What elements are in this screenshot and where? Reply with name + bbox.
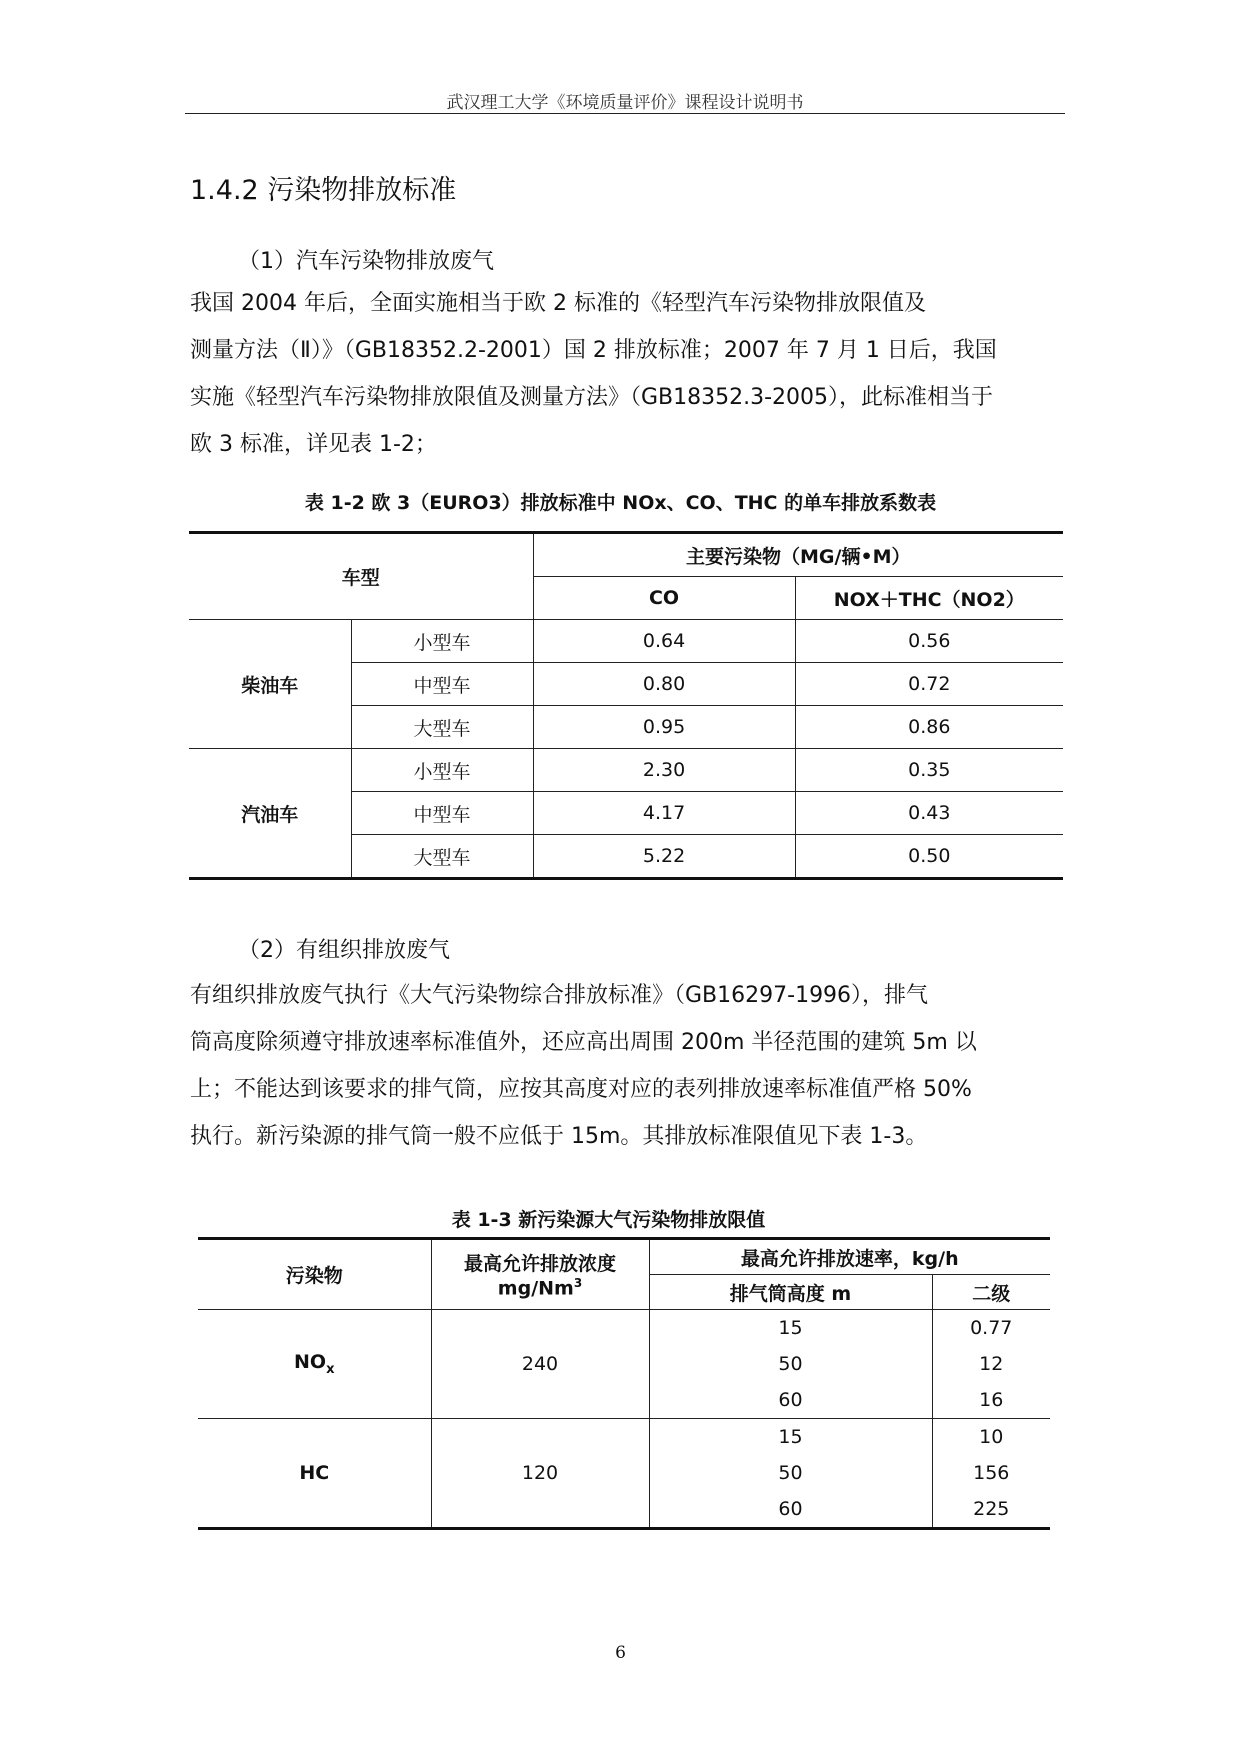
table-header-row [198, 1239, 1050, 1275]
nox-value: 0.86 [795, 706, 1063, 749]
pollutant-name [198, 1419, 431, 1529]
stack-height-value: 60 [649, 1491, 932, 1529]
paragraph-2 [190, 972, 1062, 1160]
rate-value: 156 [932, 1455, 1050, 1491]
concentration-value: 240 [431, 1310, 649, 1419]
header-rule [185, 113, 1065, 114]
header-nox-thc: NOX＋THC（NO2） [795, 577, 1063, 620]
stack-height-value: 50 [649, 1455, 932, 1491]
concentration-value: 120 [431, 1419, 649, 1529]
subsection-heading-2: （2）有组织排放废气 [238, 938, 450, 963]
nox-value: 0.35 [795, 749, 1063, 792]
table-row [189, 620, 1063, 663]
header-level-2: 二级 [932, 1275, 1050, 1310]
stack-height-value: 15 [649, 1419, 932, 1456]
header-conc-unit-sup: 3 [573, 1276, 583, 1291]
co-value: 2.30 [533, 749, 795, 792]
table-row [198, 1419, 1050, 1456]
paragraph-line: 欧 3 标准，详见表 1-2； [190, 432, 437, 457]
header-co: CO [533, 577, 795, 620]
co-value: 0.80 [533, 663, 795, 706]
group-label: 汽油车 [189, 749, 351, 879]
rate-value: 0.77 [932, 1310, 1050, 1347]
vehicle-size: 大型车 [351, 835, 533, 879]
header-conc-unit: mg/Nm [497, 1277, 574, 1300]
rate-value: 10 [932, 1419, 1050, 1456]
table1-caption: 表 1-2 欧 3（EURO3）排放标准中 NOx、CO、THC 的单车排放系数表 [304, 492, 937, 514]
co-value: 0.64 [533, 620, 795, 663]
pollutant-name-sub: x [326, 1361, 335, 1377]
table-row [198, 1310, 1050, 1347]
header-conc-label: 最高允许排放浓度 [463, 1253, 616, 1276]
section-title: 1.4.2 污染物排放标准 [190, 175, 457, 206]
subsection-heading-1: （1）汽车污染物排放废气 [238, 249, 494, 274]
co-value: 5.22 [533, 835, 795, 879]
rate-value: 225 [932, 1491, 1050, 1529]
paragraph-1 [190, 280, 1062, 468]
vehicle-size: 小型车 [351, 620, 533, 663]
group-label: 柴油车 [189, 620, 351, 749]
paragraph-line: 测量方法（Ⅱ）》（GB18352.2-2001）国 2 排放标准；2007 年 7 月 1 日后，我国 [190, 338, 997, 363]
header-pollutant: 污染物 [198, 1239, 431, 1310]
header-max-concentration [431, 1239, 649, 1310]
vehicle-size: 中型车 [351, 792, 533, 835]
header-stack-height: 排气筒高度 m [649, 1275, 932, 1310]
page-header: 武汉理工大学《环境质量评价》课程设计说明书 [446, 93, 804, 113]
table-row [189, 749, 1063, 792]
header-vehicle-type: 车型 [189, 533, 533, 620]
pollutant-name-main: HC [299, 1462, 330, 1484]
paragraph-line: 我国 2004 年后，全面实施相当于欧 2 标准的《轻型汽车污染物排放限值及 [190, 291, 926, 316]
vehicle-size: 中型车 [351, 663, 533, 706]
rate-value: 12 [932, 1346, 1050, 1382]
vehicle-size: 大型车 [351, 706, 533, 749]
co-value: 0.95 [533, 706, 795, 749]
page-number: 6 [615, 1643, 626, 1663]
vehicle-size: 小型车 [351, 749, 533, 792]
pollutant-name [198, 1310, 431, 1419]
pollutant-name-main: NO [294, 1351, 327, 1374]
table2-caption: 表 1-3 新污染源大气污染物排放限值 [451, 1209, 766, 1231]
header-main-pollutants: 主要污染物（MG/辆•M） [533, 533, 1063, 577]
emission-factor-table [189, 531, 1063, 880]
nox-value: 0.56 [795, 620, 1063, 663]
co-value: 4.17 [533, 792, 795, 835]
header-max-rate: 最高允许排放速率，kg/h [649, 1239, 1050, 1275]
stack-height-value: 60 [649, 1382, 932, 1419]
paragraph-line: 有组织排放废气执行《大气污染物综合排放标准》（GB16297-1996），排气 [190, 983, 929, 1008]
paragraph-line: 实施《轻型汽车污染物排放限值及测量方法》（GB18352.3-2005），此标准相当于 [190, 385, 994, 410]
stack-height-value: 50 [649, 1346, 932, 1382]
paragraph-line: 执行。新污染源的排气筒一般不应低于 15m。其排放标准限值见下表 1-3。 [190, 1124, 928, 1149]
paragraph-line: 上；不能达到该要求的排气筒，应按其高度对应的表列排放速率标准值严格 50% [190, 1077, 972, 1102]
emission-limit-table [198, 1237, 1050, 1530]
rate-value: 16 [932, 1382, 1050, 1419]
nox-value: 0.72 [795, 663, 1063, 706]
table-header-row [189, 533, 1063, 577]
nox-value: 0.43 [795, 792, 1063, 835]
nox-value: 0.50 [795, 835, 1063, 879]
paragraph-line: 筒高度除须遵守排放速率标准值外，还应高出周围 200m 半径范围的建筑 5m 以 [190, 1030, 977, 1055]
stack-height-value: 15 [649, 1310, 932, 1347]
